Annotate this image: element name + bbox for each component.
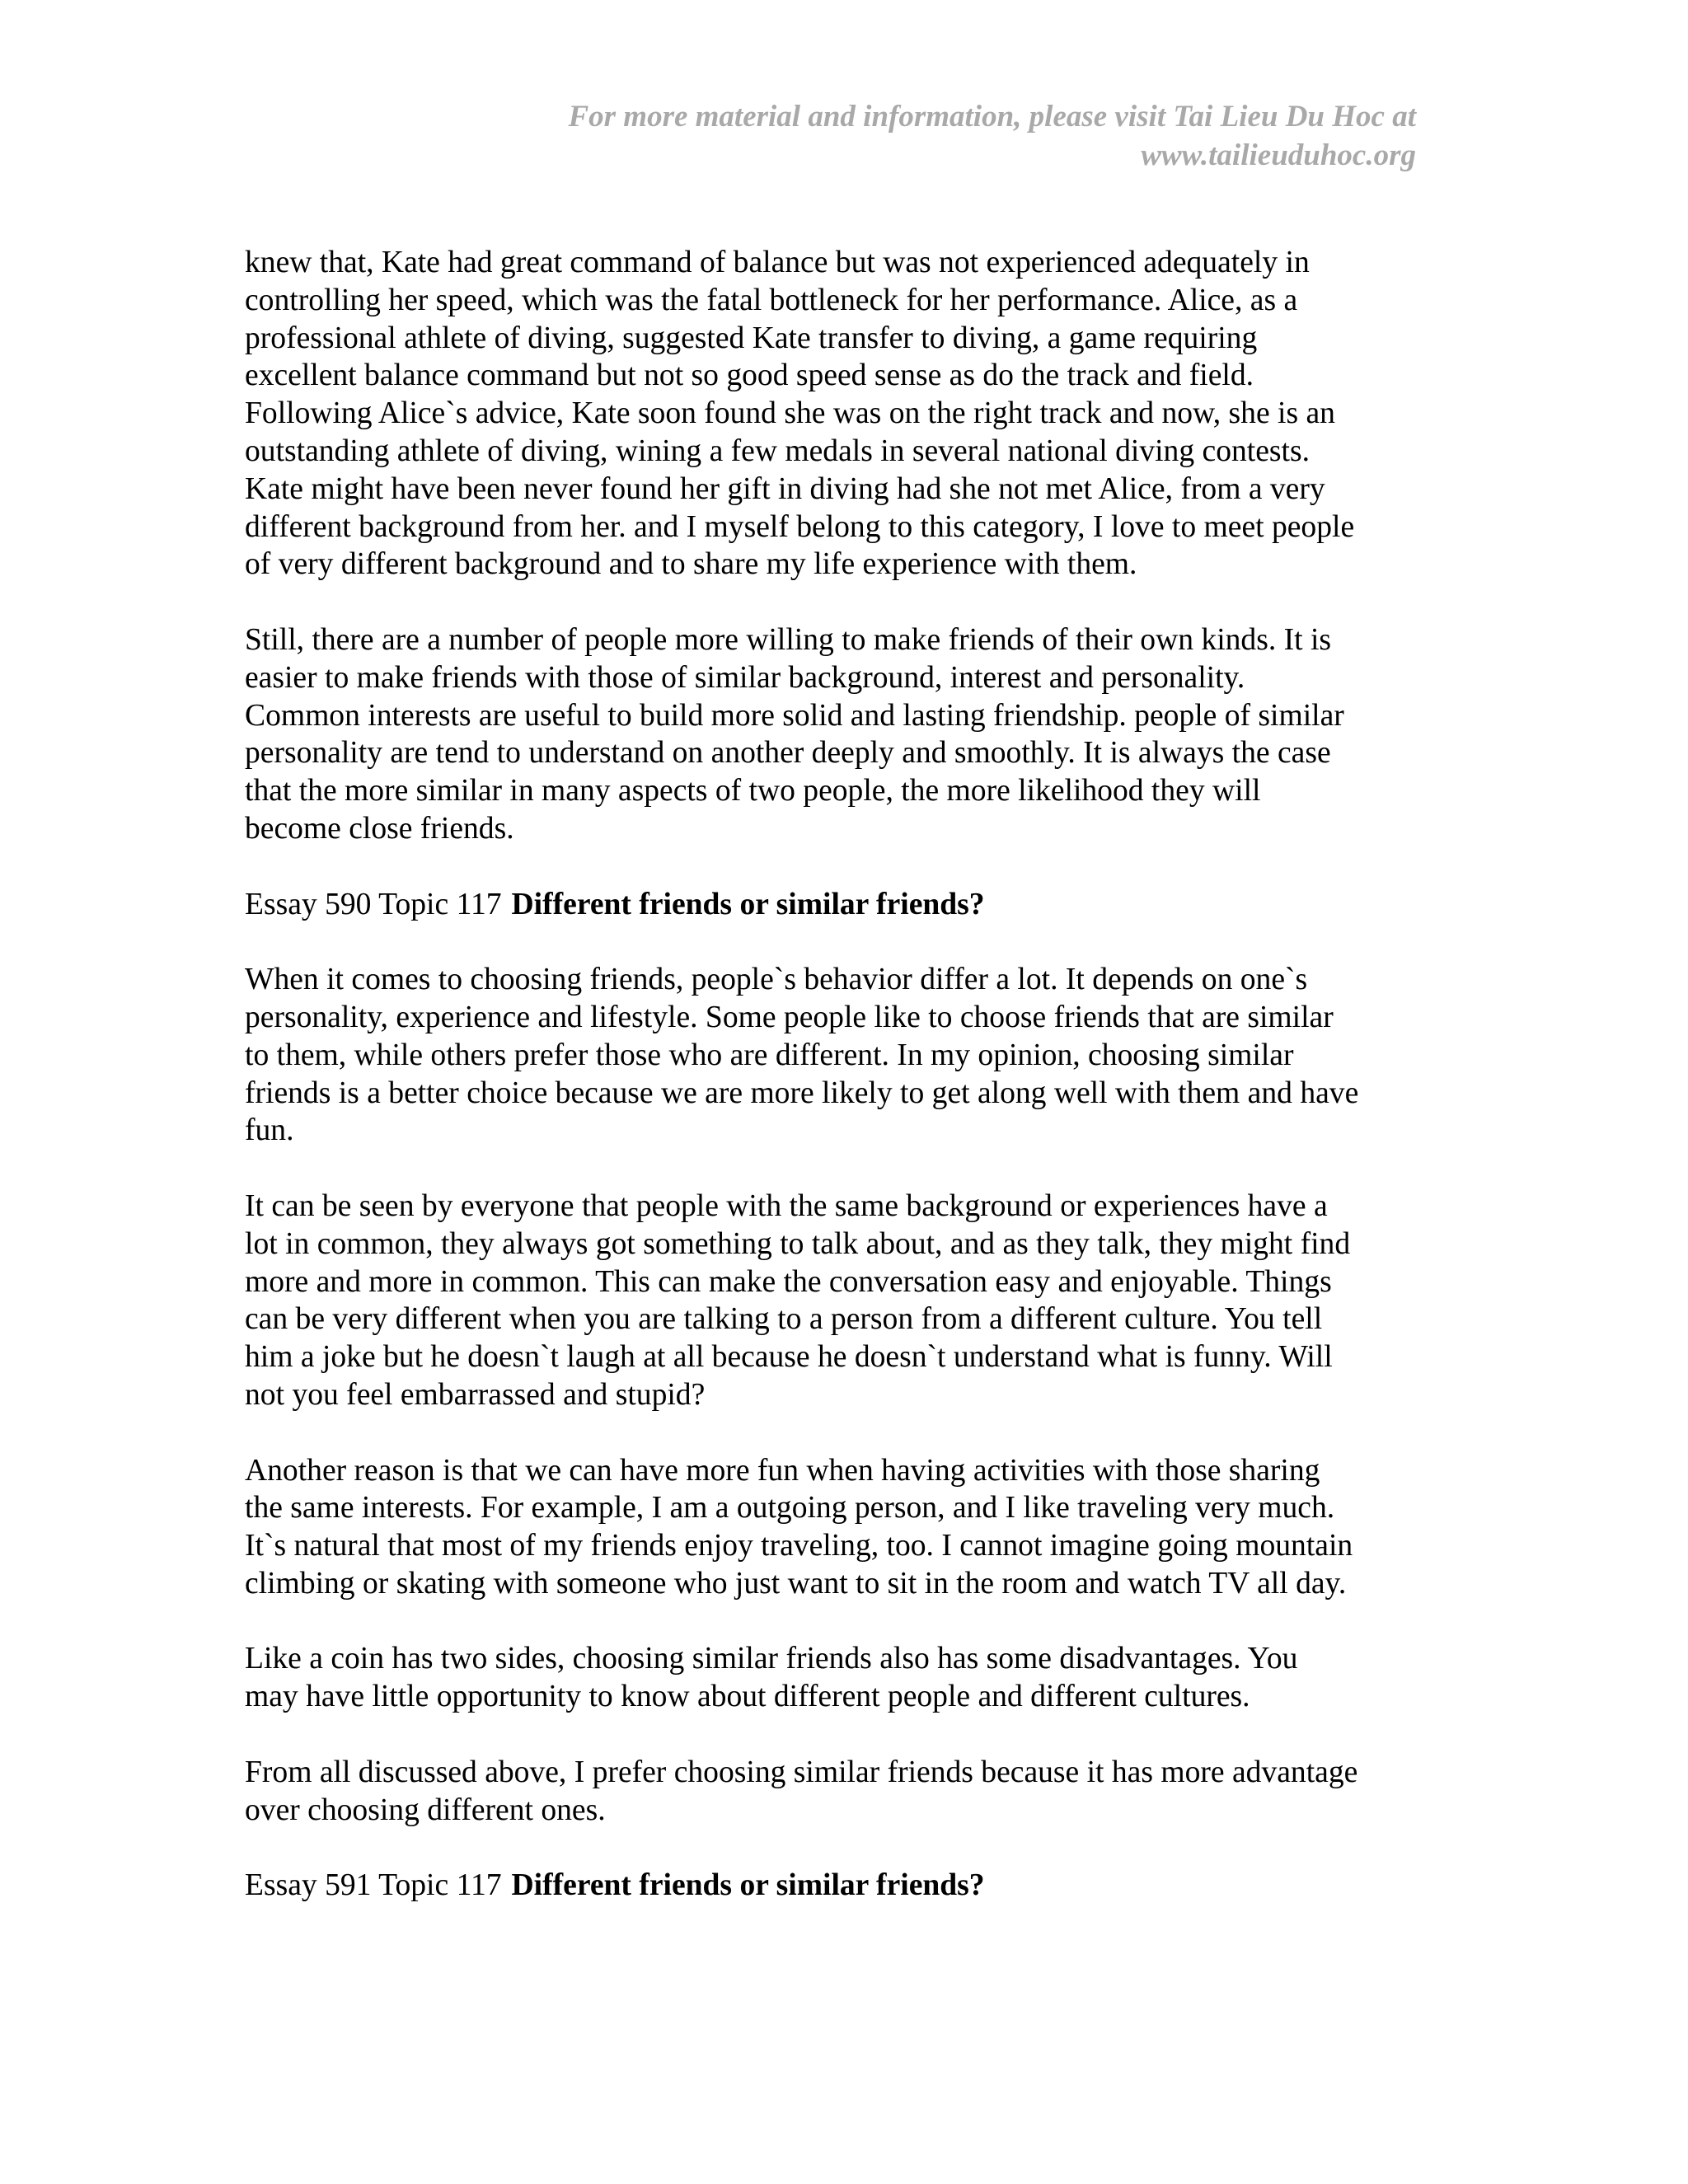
- document-body: [245, 244, 1440, 1943]
- paragraph: [245, 961, 1440, 1150]
- text-line: personality are tend to understand on another deeply and smoothly. It is always the case: [245, 736, 1331, 771]
- text-line: become close friends.: [245, 811, 514, 846]
- essay-label: Essay 590 Topic 117: [245, 887, 502, 921]
- text-line: can be very different when you are talking to a person from a different culture. You tell: [245, 1302, 1323, 1337]
- text-line: Common interests are useful to build more solid and lasting friendship. people of similar: [245, 698, 1344, 733]
- text-line: controlling her speed, which was the fatal bottleneck for her performance. Alice, as a: [245, 283, 1298, 317]
- text-line: Following Alice`s advice, Kate soon found she was on the right track and now, she is an: [245, 396, 1335, 431]
- text-line: When it comes to choosing friends, people`s behavior differ a lot. It depends on one`s: [245, 963, 1308, 997]
- text-line: climbing or skating with someone who just want to sit in the room and watch TV all day.: [245, 1566, 1347, 1601]
- text-line: Still, there are a number of people more willing to make friends of their own kinds. It is: [245, 622, 1332, 657]
- paragraph: [245, 1640, 1440, 1716]
- text-line: fun.: [245, 1113, 294, 1148]
- text-line: It can be seen by everyone that people with the same background or experiences have a: [245, 1188, 1328, 1223]
- header-line-2: www.tailieuduhoc.org: [1141, 138, 1416, 172]
- text-line: of very different background and to share my life experience with them.: [245, 547, 1137, 582]
- essay-topic-title: Different friends or similar friends?: [511, 1868, 985, 1903]
- page-header: [427, 97, 1416, 175]
- text-line: Like a coin has two sides, choosing similar friends also has some disadvantages. You: [245, 1642, 1298, 1676]
- text-line: personality, experience and lifestyle. Some people like to choose friends that are similar: [245, 1000, 1334, 1034]
- text-line: knew that, Kate had great command of balance but was not experienced adequately in: [245, 246, 1310, 279]
- text-line: Another reason is that we can have more fun when having activities with those sharing: [245, 1453, 1320, 1488]
- text-line: It`s natural that most of my friends enjoy traveling, too. I cannot imagine going mountain: [245, 1529, 1353, 1563]
- text-line: over choosing different ones.: [245, 1793, 606, 1827]
- paragraph: [245, 1452, 1440, 1603]
- text-line: him a joke but he doesn`t laugh at all because he doesn`t understand what is funny. Will: [245, 1340, 1333, 1375]
- text-line: may have little opportunity to know about different people and different cultures.: [245, 1680, 1250, 1714]
- essay-label: Essay 591 Topic 117: [245, 1868, 502, 1903]
- text-line: different background from her. and I myself belong to this category, I love to meet people: [245, 509, 1355, 544]
- paragraph: [245, 1188, 1440, 1414]
- text-line: excellent balance command but not so good speed sense as do the track and field.: [245, 359, 1254, 393]
- paragraph: [245, 244, 1440, 583]
- text-line: friends is a better choice because we are more likely to get along well with them and have: [245, 1076, 1359, 1110]
- text-line: From all discussed above, I prefer choosing similar friends because it has more advantage: [245, 1755, 1358, 1789]
- text-line: that the more similar in many aspects of two people, the more likelihood they will: [245, 774, 1261, 808]
- essay-topic-title: Different friends or similar friends?: [511, 887, 985, 921]
- text-line: easier to make friends with those of similar background, interest and personality.: [245, 660, 1245, 695]
- text-line: professional athlete of diving, suggested Kate transfer to diving, a game requiring: [245, 321, 1258, 355]
- paragraph: [245, 621, 1440, 848]
- header-line-1: For more material and information, please visit Tai Lieu Du Hoc at: [568, 100, 1416, 134]
- paragraph: [245, 1754, 1440, 1830]
- text-line: more and more in common. This can make the conversation easy and enjoyable. Things: [245, 1264, 1332, 1299]
- text-line: not you feel embarrassed and stupid?: [245, 1377, 706, 1412]
- text-line: the same interests. For example, I am a outgoing person, and I like traveling very much.: [245, 1491, 1335, 1526]
- essay-heading-591: [245, 1867, 1440, 1905]
- text-line: Kate might have been never found her gift in diving had she not met Alice, from a very: [245, 471, 1325, 506]
- text-line: to them, while others prefer those who are different. In my opinion, choosing similar: [245, 1038, 1294, 1072]
- text-line: outstanding athlete of diving, wining a few medals in several national diving contests.: [245, 434, 1310, 468]
- essay-heading-590: [245, 886, 1440, 924]
- text-line: lot in common, they always got something to talk about, and as they talk, they might find: [245, 1226, 1351, 1261]
